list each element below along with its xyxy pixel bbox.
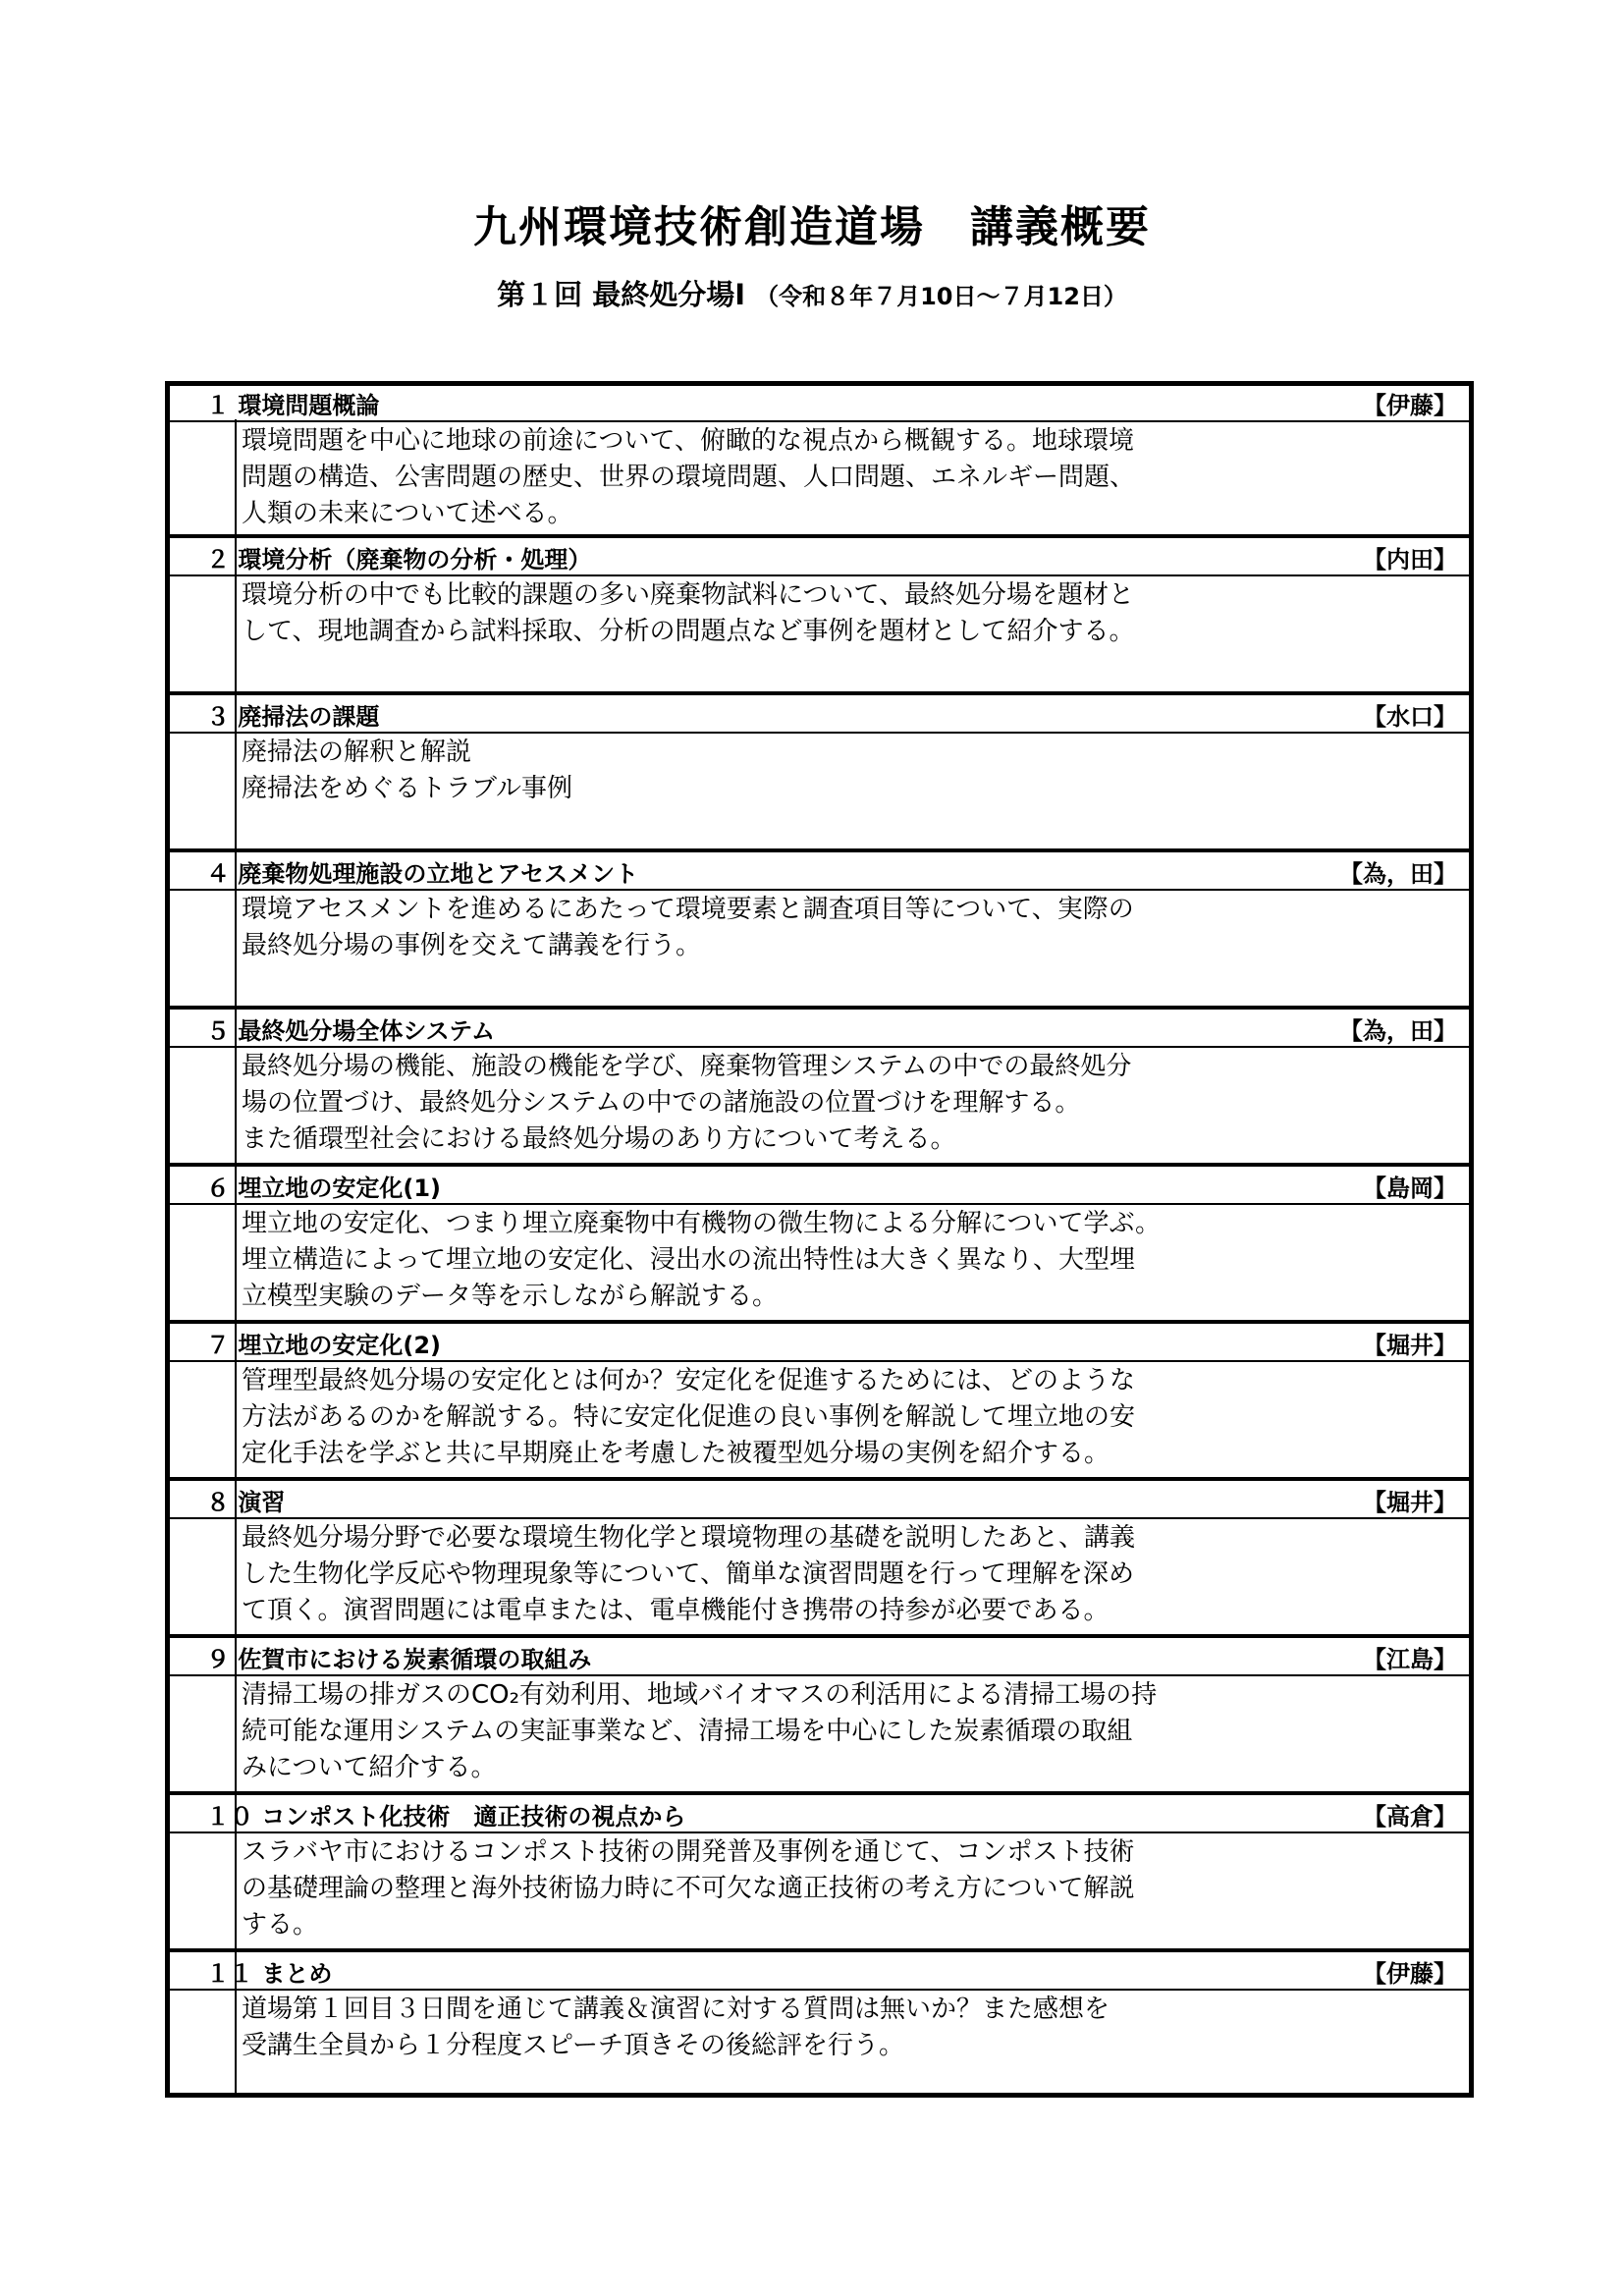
section-divider xyxy=(170,1948,1471,1952)
section-divider xyxy=(170,848,1471,852)
table-right-rule xyxy=(1470,419,1472,2095)
section-title: ４ 廃棄物処理施設の立地とアセスメント xyxy=(206,860,639,888)
section-divider xyxy=(170,1791,1471,1795)
description-line: する。 xyxy=(242,1910,319,1940)
section-header xyxy=(170,1481,1471,1519)
description-line: して、現地調査から試料採取、分析の問題点など事例を題材として紹介する。 xyxy=(242,617,1135,646)
description-line: また循環型社会における最終処分場のあり方について考える。 xyxy=(242,1124,956,1154)
section-header xyxy=(170,1952,1471,1991)
description-line: 問題の構造、公害問題の歴史、世界の環境問題、人口問題、エネルギー問題、 xyxy=(242,463,1136,492)
description-line: 人類の未来について述べる。 xyxy=(242,499,573,528)
section-description xyxy=(242,577,1430,650)
description-line: 最終処分場分野で必要な環境生物化学と環境物理の基礎を説明したあと、講義 xyxy=(242,1523,1136,1553)
section-description xyxy=(242,892,1430,964)
description-line: 環境分析の中でも比較的課題の多い廃棄物試料について、最終処分場を題材と xyxy=(242,580,1134,610)
section-lecturer: 【内田】 xyxy=(1363,546,1457,574)
section-header xyxy=(170,1795,1471,1833)
page-subtitle xyxy=(0,273,1624,313)
section-header xyxy=(170,1638,1471,1676)
section-lecturer: 【為，田】 xyxy=(1339,860,1457,888)
section-description xyxy=(242,735,1430,807)
section-header xyxy=(170,852,1471,891)
section-divider xyxy=(170,1477,1471,1481)
section-description xyxy=(242,423,1430,532)
description-line: スラバヤ市におけるコンポスト技術の開発普及事例を通じて、コンポスト技術 xyxy=(242,1837,1135,1867)
section-title: １０ コンポスト化技術 適正技術の視点から xyxy=(206,1803,686,1831)
section-divider xyxy=(170,691,1471,695)
section-description xyxy=(242,1206,1430,1315)
section-lecturer: 【江島】 xyxy=(1363,1646,1457,1673)
section-lecturer: 【高倉】 xyxy=(1363,1803,1457,1831)
section-description xyxy=(242,1992,1430,2064)
section-header xyxy=(170,1167,1471,1205)
section-header xyxy=(170,1324,1471,1362)
description-line: 受講生全員から１分程度スピーチ頂きその後総評を行う。 xyxy=(242,2031,904,2060)
section-header xyxy=(170,538,1471,576)
description-line: 埋立構造によって埋立地の安定化、浸出水の流出特性は大きく異なり、大型埋 xyxy=(242,1245,1136,1275)
description-line: 環境問題を中心に地球の前途について、俯瞰的な視点から概観する。地球環境 xyxy=(242,426,1134,456)
description-line: 道場第１回目３日間を通じて講義＆演習に対する質問は無いか？また感想を xyxy=(242,1995,1110,2024)
section-divider xyxy=(170,1163,1471,1167)
section-lecturer: 【伊藤】 xyxy=(1363,392,1457,419)
section-description xyxy=(242,1363,1430,1472)
section-title: ２ 環境分析（廃棄物の分析・処理） xyxy=(206,546,592,574)
description-line: 埋立地の安定化、つまり埋立廃棄物中有機物の微生物による分解について学ぶ。 xyxy=(242,1209,1162,1238)
description-line: みについて紹介する。 xyxy=(242,1753,497,1782)
section-title: ５ 最終処分場全体システム xyxy=(206,1017,495,1045)
table-left-rule xyxy=(235,419,237,2095)
section-lecturer: 【堀井】 xyxy=(1363,1489,1457,1516)
description-line: て頂く。演習問題には電卓または、電卓機能付き携帯の持参が必要である。 xyxy=(242,1596,1110,1625)
description-line: 廃掃法をめぐるトラブル事例 xyxy=(242,774,572,803)
section-lecturer: 【為，田】 xyxy=(1339,1017,1457,1045)
section-title: １１ まとめ xyxy=(206,1960,333,1988)
section-header xyxy=(170,1010,1471,1048)
section-header xyxy=(170,384,1471,422)
description-line: 最終処分場の事例を交えて講義を行う。 xyxy=(242,931,702,960)
description-line: 清掃工場の排ガスのCO₂有効利用、地域バイオマスの利活用による清掃工場の持 xyxy=(242,1680,1158,1710)
description-line: 管理型最終処分場の安定化とは何か？安定化を促進するためには、どのような xyxy=(242,1366,1136,1395)
section-header xyxy=(170,695,1471,734)
description-line: 廃掃法の解釈と解説 xyxy=(242,738,472,767)
section-title: ３ 廃掃法の課題 xyxy=(206,703,380,731)
section-lecturer: 【島岡】 xyxy=(1363,1175,1457,1202)
description-line: の基礎理論の整理と海外技術協力時に不可欠な適正技術の考え方について解説 xyxy=(242,1874,1135,1903)
section-title: ９ 佐賀市における炭素循環の取組み xyxy=(206,1646,592,1673)
description-line: 環境アセスメントを進めるにあたって環境要素と調査項目等について、実際の xyxy=(242,895,1134,924)
section-lecturer: 【水口】 xyxy=(1363,703,1457,731)
section-description xyxy=(242,1677,1430,1786)
section-divider xyxy=(170,1006,1471,1010)
section-description xyxy=(242,1049,1430,1158)
section-description xyxy=(242,1834,1430,1943)
description-line: 定化手法を学ぶと共に早期廃止を考慮した被覆型処分場の実例を紹介する。 xyxy=(242,1439,1110,1468)
description-line: 場の位置づけ、最終処分システムの中での諸施設の位置づけを理解する。 xyxy=(242,1088,1081,1118)
description-line: した生物化学反応や物理現象等について、簡単な演習問題を行って理解を深め xyxy=(242,1559,1134,1589)
section-divider xyxy=(170,1320,1471,1324)
section-description xyxy=(242,1520,1430,1629)
subtitle-session: 第１回 最終処分場Ⅰ xyxy=(497,278,745,311)
section-title: １ 環境問題概論 xyxy=(206,392,380,419)
section-lecturer: 【伊藤】 xyxy=(1363,1960,1457,1988)
description-line: 立模型実験のデータ等を示しながら解説する。 xyxy=(242,1282,779,1311)
description-line: 最終処分場の機能、施設の機能を学び、廃棄物管理システムの中での最終処分 xyxy=(242,1052,1132,1081)
section-lecturer: 【堀井】 xyxy=(1363,1332,1457,1359)
section-title: ８ 演習 xyxy=(206,1489,286,1516)
section-divider xyxy=(170,1634,1471,1638)
description-line: 方法があるのかを解説する。特に安定化促進の良い事例を解説して埋立地の安 xyxy=(242,1402,1136,1432)
page-title: 九州環境技術創造道場 講義概要 xyxy=(473,202,1151,252)
section-title: ７ 埋立地の安定化(2) xyxy=(206,1332,441,1359)
subtitle-dates: （令和８年７月10日～７月12日） xyxy=(755,283,1127,310)
section-divider xyxy=(170,534,1471,538)
description-line: 続可能な運用システムの実証事業など、清掃工場を中心にした炭素循環の取組 xyxy=(242,1717,1133,1746)
section-title: ６ 埋立地の安定化(1) xyxy=(206,1175,441,1202)
